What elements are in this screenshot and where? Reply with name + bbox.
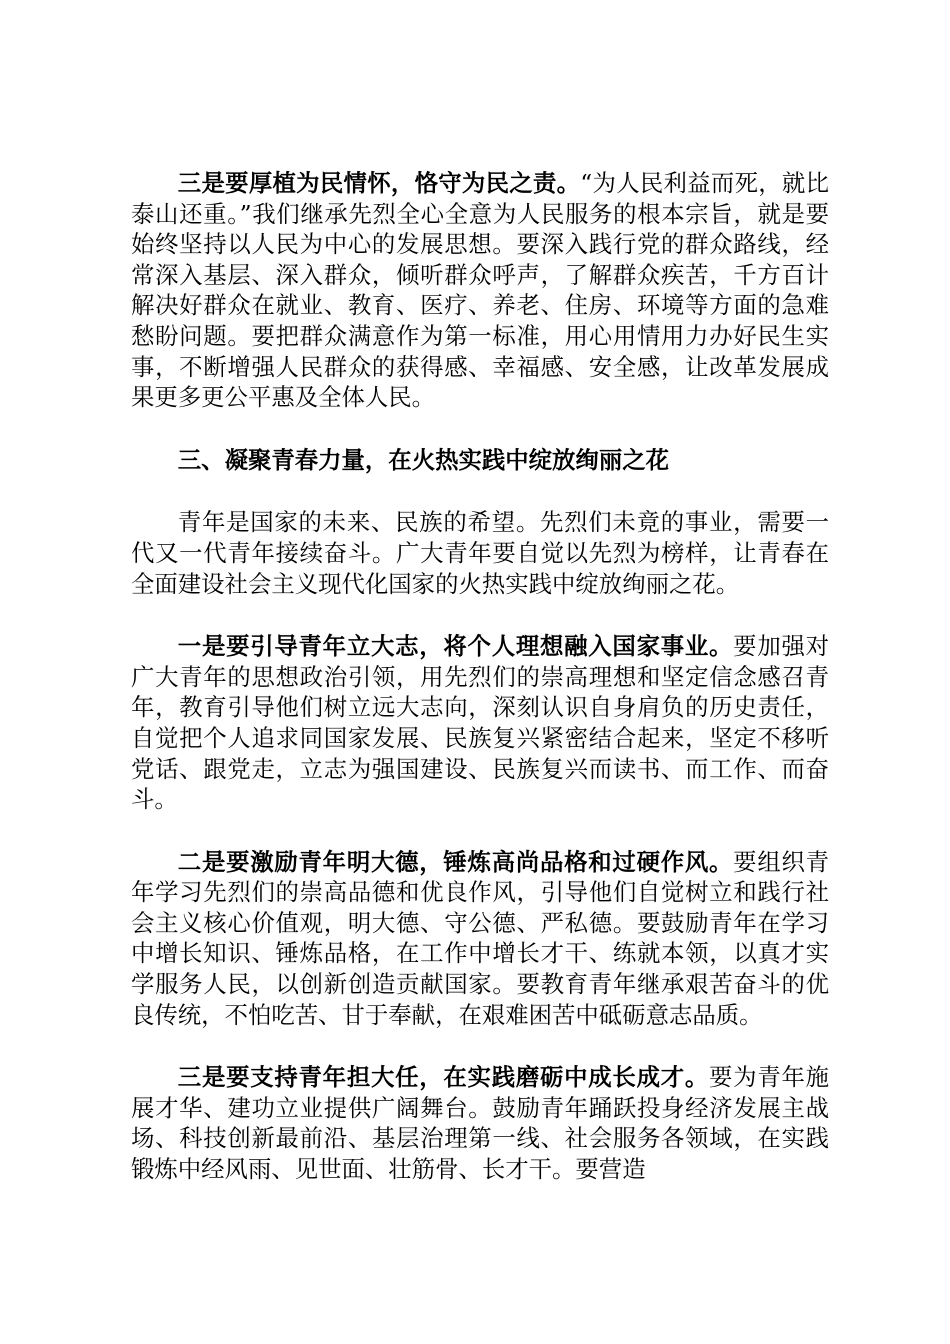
document-body — [131, 168, 829, 1185]
paragraph-lead: 一是要引导青年立大志，将个人理想融入国家事业。 — [177, 632, 734, 661]
paragraph-serve-people — [131, 168, 829, 413]
paragraph-lead: 二是要激励青年明大德，锤炼高尚品格和过硬作风。 — [177, 847, 734, 876]
paragraph-text: 要为青年施展才华、建功立业提供广阔舞台。鼓励青年踊跃投身经济发展主战场、科技创新最前沿、基层治理第一线、社会服务各领域，在实践锻炼中经风雨、见世面、壮筋骨、长才干。要营造 — [131, 1063, 830, 1184]
paragraph-point-2 — [131, 847, 829, 1031]
paragraph-point-1 — [131, 631, 829, 815]
paragraph-text: 要组织青年学习先烈们的崇高品德和优良作风，引导他们自觉树立和践行社会主义核心价值观，明大德、守公德、严私德。要鼓励青年在学习中增长知识、锤炼品格，在工作中增长才干、练就本领，以真才实学服务人民，以创新创造贡献国家。要教育青年继承艰苦奋斗的优良传统，不怕吃苦、甘于奉献，在艰难困苦中砥砺意志品质。 — [131, 847, 830, 1029]
paragraph-text: 要加强对广大青年的思想政治引领，用先烈们的崇高理想和坚定信念感召青年，教育引导他们树立远大志向，深刻认识自身肩负的历史责任，自觉把个人追求同国家发展、民族复兴紧密结合起来，坚定不移听党话、跟党走，立志为强国建设、民族复兴而读书、而工作、而奋斗。 — [131, 632, 830, 814]
paragraph-point-3 — [131, 1062, 829, 1184]
section-heading: 三、凝聚青春力量，在火热实践中绽放绚丽之花 — [177, 445, 669, 474]
paragraph-lead: 三是要厚植为民情怀，恪守为民之责。 — [177, 169, 581, 197]
paragraph-text: “为人民利益而死，就比泰山还重。”我们继承先烈全心全意为人民服务的根本宗旨，就是要始终坚持以人民为中心的发展思想。要深入践行党的群众路线，经常深入基层、深入群众，倾听群众呼声，了解群众疾苦，千方百计解决好群众在就业、教育、医疗、养老、住房、环境等方面的急难愁盼问题。要把群众满意作为第一标准，用心用情用力办好民生实事，不断增强人民群众的获得感、幸福感、安全感，让改革发展成果更多更公平惠及全体人民。 — [131, 169, 829, 412]
section-intro-paragraph: 青年是国家的未来、民族的希望。先烈们未竟的事业，需要一代又一代青年接续奋斗。广大青年要自觉以先烈为榜样，让青春在全面建设社会主义现代化国家的火热实践中绽放绚丽之花。 — [131, 508, 829, 598]
paragraph-lead: 三是要支持青年担大任，在实践磨砺中成长成才。 — [177, 1063, 710, 1092]
